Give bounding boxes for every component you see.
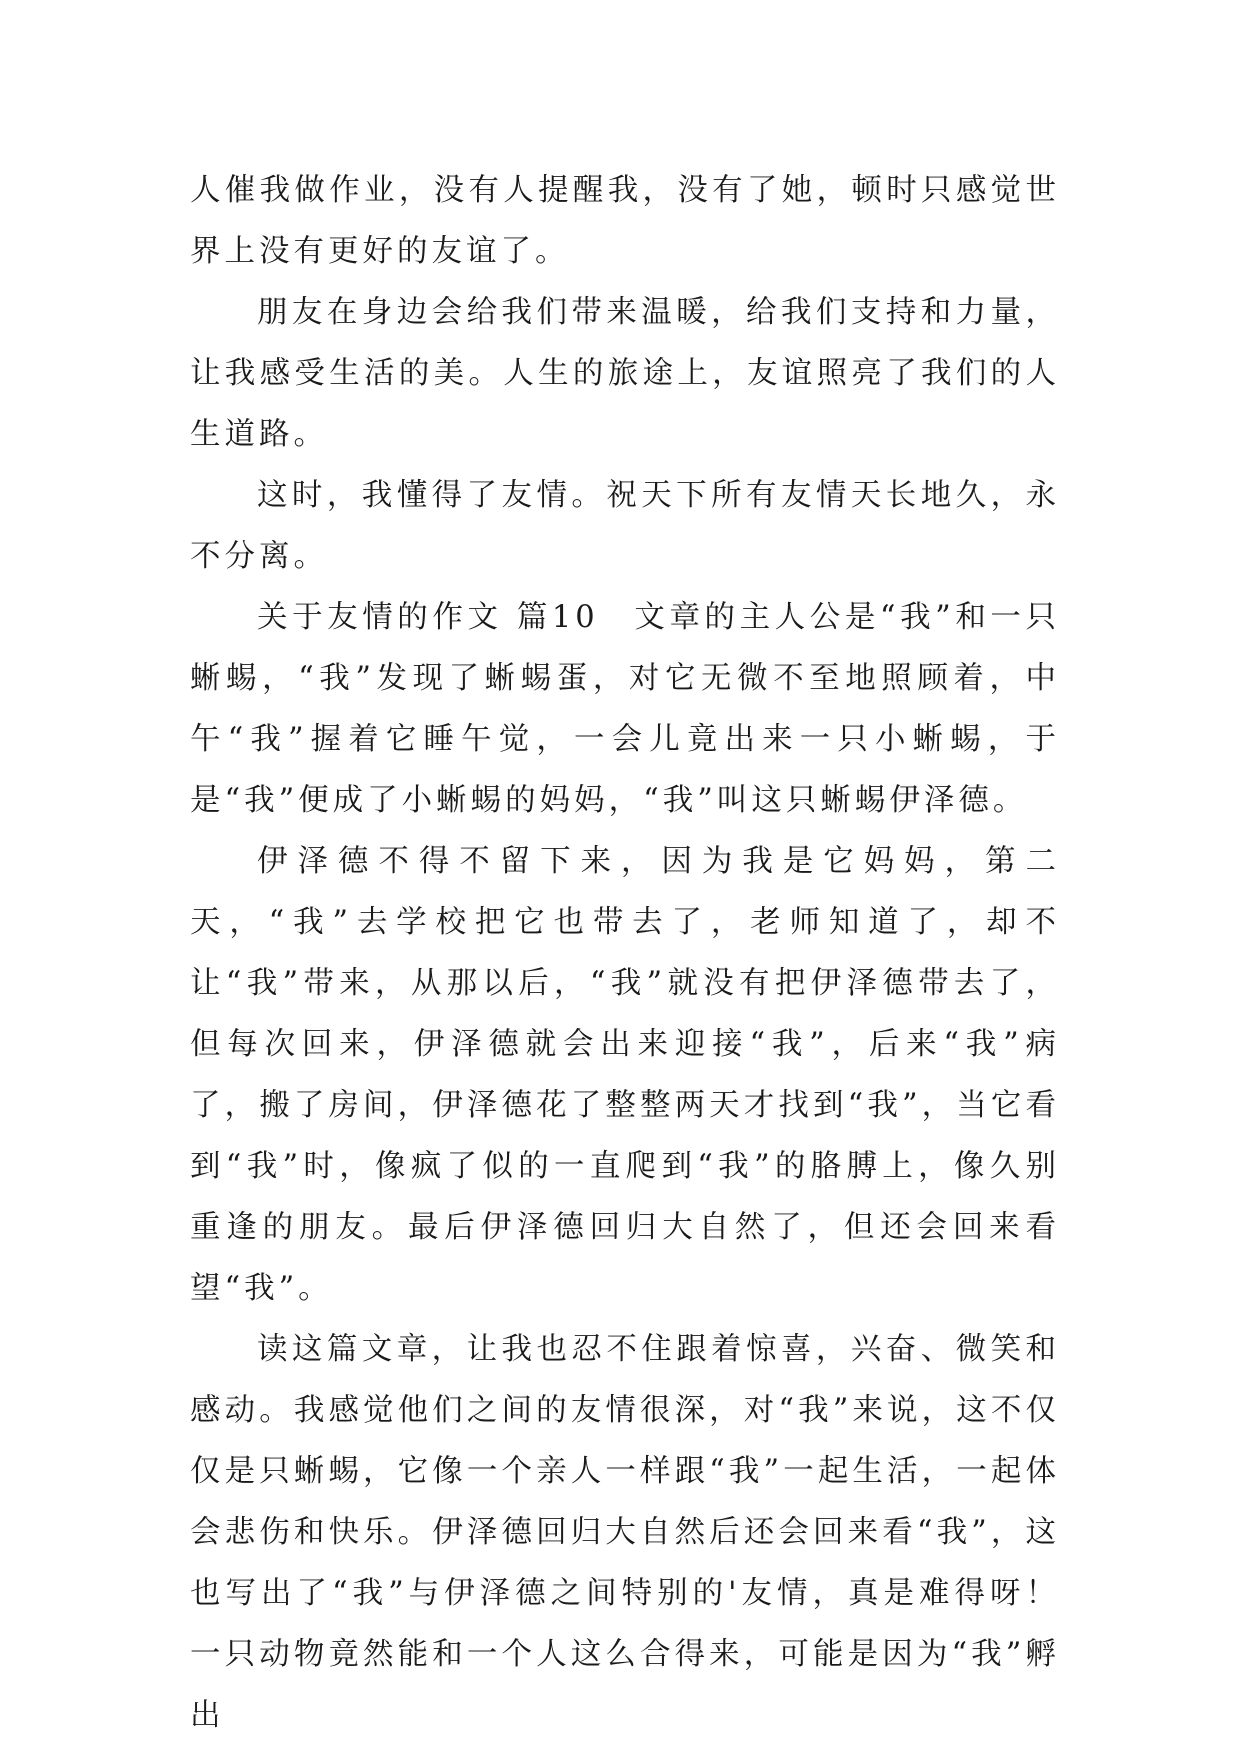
paragraph-6: 读这篇文章，让我也忍不住跟着惊喜，兴奋、微笑和感动。我感觉他们之间的友情很深，对“我”来说，这不仅仅是只蜥蜴，它像一个亲人一样跟“我”一起生活，一起体会悲伤和快乐。伊泽德回归大自然后还会回来看“我”，这也写出了“我”与伊泽德之间特别的'友情，真是难得呀！一只动物竟然能和一个人这么合得来，可能是因为“我”孵出 [190,1332,1060,1733]
paragraph-5: 伊泽德不得不留下来，因为我是它妈妈，第二天，“我”去学校把它也带去了，老师知道了，却不让“我”带来，从那以后，“我”就没有把伊泽德带去了，但每次回来，伊泽德就会出来迎接“我”，后来“我”病了，搬了房间，伊泽德花了整整两天才找到“我”，当它看到“我”时，像疯了似的一直爬到“我”的胳膊上，像久别重逢的朋友。最后伊泽德回归大自然了，但还会回来看望“我”。 [190,844,1060,1306]
paragraph-3: 这时，我懂得了友情。祝天下所有友情天长地久，永不分离。 [190,478,1060,574]
article-body [190,160,1060,1746]
paragraph-1: 人催我做作业，没有人提醒我，没有了她，顿时只感觉世界上没有更好的友谊了。 [190,173,1060,269]
paragraph-2: 朋友在身边会给我们带来温暖，给我们支持和力量，让我感受生活的美。人生的旅途上，友谊照亮了我们的人生道路。 [190,295,1060,452]
paragraph-4-essay-heading: 关于友情的作文 篇10 文章的主人公是“我”和一只蜥蜴，“我”发现了蜥蜴蛋，对它无微不至地照顾着，中午“我”握着它睡午觉，一会儿竟出来一只小蜥蜴，于是“我”便成了小蜥蜴的妈妈，“我”叫这只蜥蜴伊泽德。 [190,600,1060,818]
